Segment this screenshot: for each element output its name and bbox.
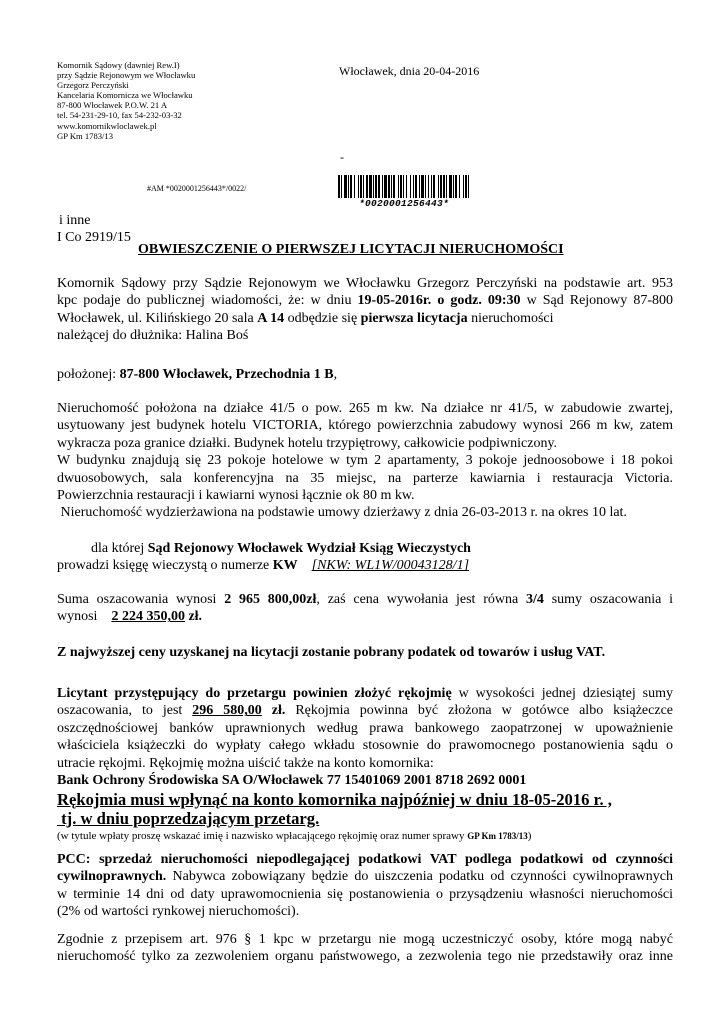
letterhead-line: przy Sądzie Rejonowym we Włocławku: [57, 70, 196, 81]
intro-line-2: [57, 292, 673, 309]
deposit-deadline-2: tj. w dniu poprzedzającym przetarg.: [57, 809, 320, 828]
description-line: wykracza poza granice działki. Budynek hotelu trzypiętrowy, całkowicie podpiwniczony.: [57, 435, 558, 451]
dash-mark: -: [340, 150, 344, 164]
deposit-line-1: [57, 685, 673, 702]
valuation-text: Suma oszacowania wynosi: [57, 592, 225, 607]
kw-text: dla której: [91, 541, 148, 556]
description-line: Powierzchnia restauracji i kawiarni wynosi łącznie ok 80 m kw.: [57, 488, 415, 504]
location-label: położonej:: [57, 367, 120, 382]
valuation: [57, 591, 673, 626]
pcc-line-3: w terminie 14 dni od daty uprawomocnienia się postanowienia o przysądzeniu własności nieruchomości: [57, 886, 673, 902]
letterhead-line: Kancelaria Komornicza we Włocławku: [57, 90, 193, 101]
vat-notice: Z najwyższej ceny uzyskanej na licytacji zostanie pobrany podatek od towarów i usług VAT.: [57, 645, 606, 660]
article-line: Zgodnie z przepisem art. 976 § 1 kpc w przetargu nie mogą uczestniczyć osoby, które mogą nabyć: [57, 932, 673, 947]
deposit-section: [57, 685, 673, 789]
letterhead-line: Grzegorz Perczyński: [57, 80, 129, 91]
kw-text: prowadzi księgę wieczystą o numerze: [57, 558, 273, 574]
valuation-text: wynosi: [57, 609, 112, 625]
payment-note-text: (w tytule wpłaty proszę wskazać imię i nazwisko wpłacającego rękojmię oraz numer sprawy: [57, 830, 468, 842]
valuation-fraction: 3/4: [526, 592, 544, 607]
intro-text: odbędzie się: [284, 310, 361, 326]
description-line: dwuosobowych, sala konferencyjna na 35 miejsc, na parterze kawiarnia i restauracja Victoria.: [57, 470, 673, 486]
deposit-text: Rękojmia powinna być złożona w gotówce albo książeczce: [285, 703, 674, 719]
am-code: #AM *0020001256443*/0022/: [147, 184, 247, 193]
description-line: W budynku znajdują się 23 pokoje hotelowe w tym 2 apartamenty, 3 pokoje jednoosobowe i 18 pokoi: [57, 453, 673, 469]
deposit-deadline: Rękojmia musi wpłynąć na konto komornika najpóźniej w dniu 18-05-2016 r. ,: [57, 790, 612, 809]
pcc-line-4: (2% od wartości rynkowej nieruchomości).: [57, 904, 300, 920]
letterhead: [57, 60, 195, 141]
case-references: [57, 212, 131, 246]
letterhead-line: tel. 54-231-29-10, fax 54-232-03-32: [57, 110, 182, 121]
kw-court: Sąd Rejonowy Włocławek Wydział Ksiąg Wieczystych: [147, 541, 471, 556]
room-number: A 14: [257, 310, 285, 326]
intro-text: nieruchomości: [467, 310, 554, 326]
kw-line-2: [57, 557, 677, 574]
deposit-line-2: [57, 702, 673, 719]
land-register: [57, 540, 677, 575]
description-line: usytuowany jest budynek hotelu VICTORIA, którego powierzchnia zabudowy wynosi 266 m kw, zatem: [57, 418, 673, 434]
starting-price: 2 224 350,00: [111, 609, 185, 625]
barcode-text: *0020001256443*: [338, 198, 470, 209]
deposit-amount: 296 580,00: [192, 703, 262, 719]
intro-line-4: należącej do dłużnika: Halina Boś: [57, 328, 249, 344]
letterhead-line: 87-800 Włocławek P.O.W. 21 A: [57, 100, 168, 111]
pcc-line-1: PCC: sprzedaż nieruchomości niepodlegającej podatkowi VAT podlega podatkowi od czynności: [57, 852, 673, 867]
intro-text: Włocławek, ul. Kilińskiego 20 sala: [57, 310, 258, 326]
description-line: Nieruchomość położona na działce 41/5 o pow. 265 m kw. Na działce nr 41/5, w zabudowie zwartej,: [57, 401, 673, 416]
first-auction: pierwsza licytacja: [360, 310, 468, 326]
property-description: [57, 400, 673, 522]
pcc-section: [57, 851, 673, 921]
deposit-line-5: utracie rękojmi. Rękojmię można uiścić także na konto komornika:: [57, 755, 434, 771]
description-line: Nieruchomość wydzierżawiona na podstawie umowy dzierżawy z dnia 26-03-2013 r. na okres 10 lat.: [57, 505, 627, 521]
intro-text: w Sąd Rejonowy 87-800: [520, 293, 673, 309]
valuation-line-2: [57, 608, 673, 625]
deposit-text: w wysokości jednej dziesiątej sumy: [451, 686, 673, 701]
kw-number: [NKW: WL1W/00043128/1]: [311, 558, 470, 574]
valuation-line-1: [57, 591, 673, 608]
deposit-heading: Licytant przystępujący do przetargu powinien złożyć rękojmię: [57, 686, 452, 701]
deposit-text: oszacowania, to jest: [57, 703, 193, 719]
intro-line-3: [57, 310, 673, 327]
intro-text: kpc podaje do publicznej wiadomości, że: w dniu: [57, 293, 358, 309]
letterhead-line: Komornik Sądowy (dawniej Rew.I): [57, 60, 180, 70]
intro-paragraph: [57, 275, 673, 345]
location-suffix: ,: [333, 367, 338, 382]
bank-account: Bank Ochrony Środowiska SA O/Włocławek 77 15401069 2001 8718 2692 0001: [57, 773, 527, 789]
payment-note-case: GP Km 1783/13: [467, 831, 528, 841]
pcc-text: Nabywca zobowiązany będzie do uiszczenia podatku od czynności cywilnoprawnych: [166, 869, 673, 885]
valuation-sum: 2 965 800,00zł: [224, 592, 317, 607]
intro-line-1: Komornik Sądowy przy Sądzie Rejonowym we Włocławku Grzegorz Perczyński na podstawie art. 953: [57, 276, 673, 291]
case-number: I Co 2919/15: [57, 230, 131, 245]
valuation-text: , zaś cena wywołania jest równa: [316, 592, 527, 607]
payment-note-end: ): [527, 830, 532, 842]
valuation-currency: zł.: [184, 609, 203, 625]
property-location: [57, 366, 337, 383]
article-line: nieruchomość tylko za zezwoleniem organu państwowego, a zezwolenia tego nie przedstawiły oraz inne: [57, 949, 673, 965]
notice-title: OBWIESZCZENIE O PIERWSZEJ LICYTACJI NIERUCHOMOŚCI: [138, 242, 564, 257]
deposit-line-3: oszczędnościowej banków uprawnionych według prawa bankowego zaopatrzonej w upoważnienie: [57, 720, 673, 736]
document-date: Włocławek, dnia 20-04-2016: [339, 64, 480, 78]
letterhead-line: www.komornikwloclawek.pl: [57, 120, 157, 131]
pcc-line-2: [57, 868, 673, 885]
letterhead-line: GP Km 1783/13: [57, 130, 114, 141]
i-inne-label: i inne: [59, 213, 91, 228]
valuation-text: sumy oszacowania i: [543, 592, 674, 607]
deposit-currency: zł.: [261, 703, 286, 719]
auction-date: 19-05-2016r. o godz. 09:30: [357, 293, 521, 309]
payment-note: [57, 830, 531, 842]
kw-label: KW: [272, 558, 298, 574]
article-976: [57, 931, 673, 966]
deposit-line-4: właściciela książeczki do wypłaty całego wkładu stosownie do prawomocnego postanowienia sądu o: [57, 738, 673, 754]
pcc-heading: cywilnoprawnych.: [57, 869, 167, 885]
location-address: 87-800 Włocławek, Przechodnia 1 B: [119, 367, 334, 382]
kw-line-1: [57, 540, 677, 557]
